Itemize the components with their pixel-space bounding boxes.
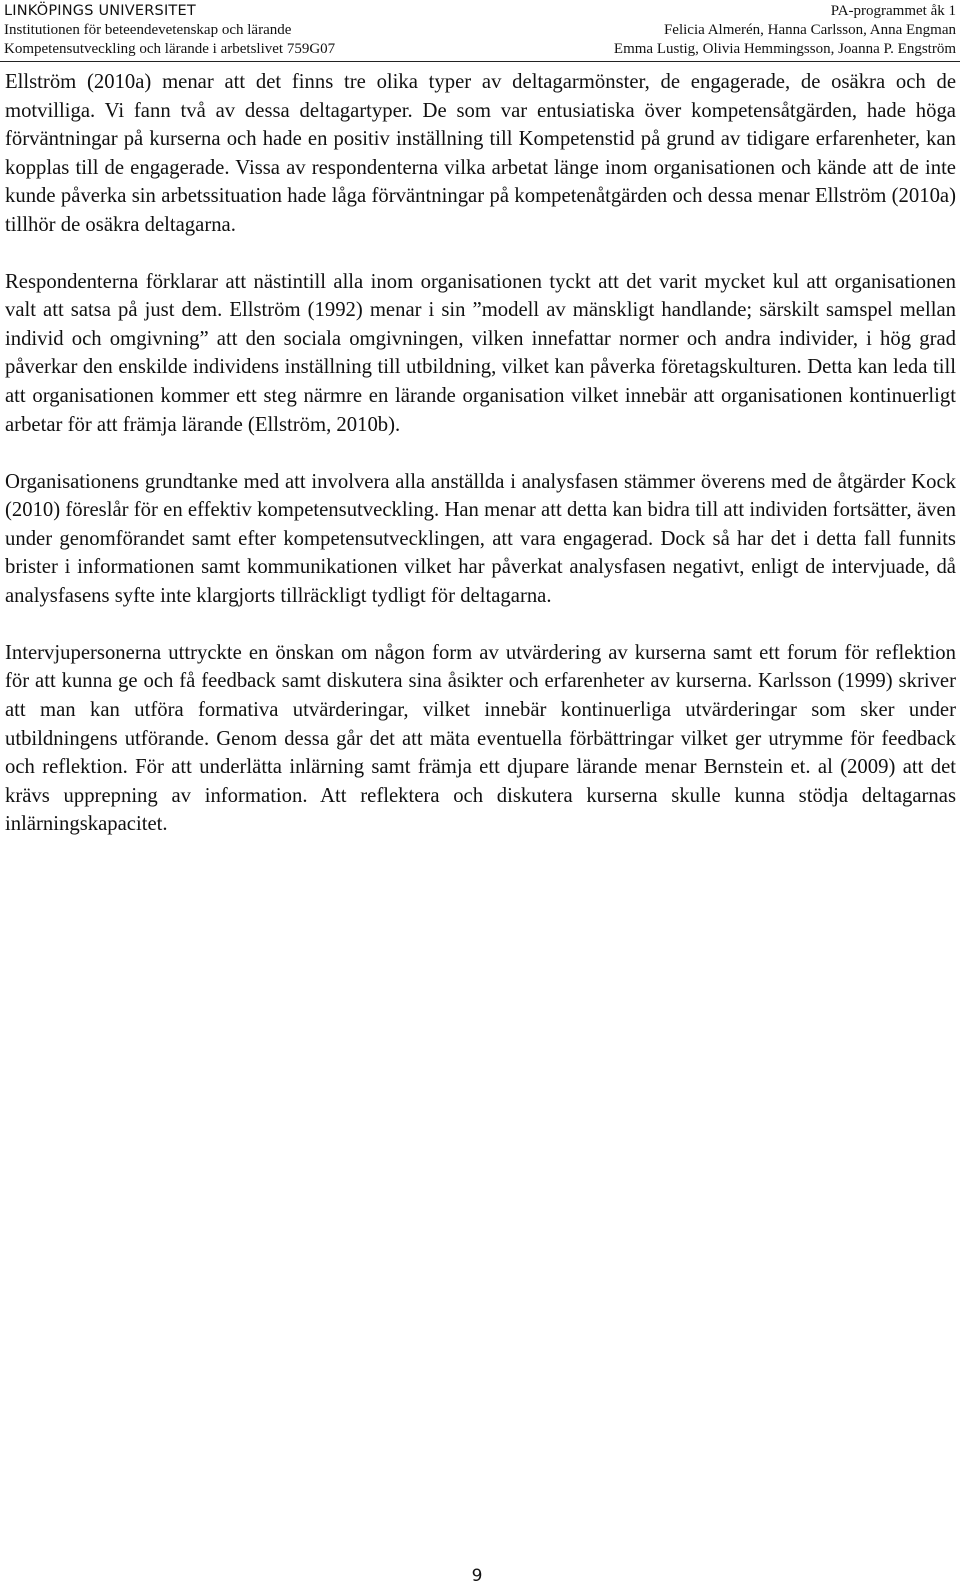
authors-line-1: Felicia Almerén, Hanna Carlsson, Anna Engman <box>663 22 956 38</box>
page-number: 9 <box>471 1566 483 1586</box>
department-name: Institutionen för beteendevetenskap och lärande <box>4 22 292 38</box>
university-name: LINKÖPINGS UNIVERSITET <box>4 3 196 19</box>
paragraph-participant-types: Ellström (2010a) menar att det finns tre olika typer av deltagarmönster, de engagerade, de osäkra och de motvilliga. Vi fann två av dessa deltagartyper. De som var entusiatiska över kompetensåtgärden, hade höga förväntningar på kurserna och hade en positiv inställning till Kompetenstid på grund av tidigare erfarenheter, kan kopplas till de engagerade. Vissa av respondenterna vilka arbetat länge inom organisationen och kände att de inte kunde påverka sin arbetssituation hade låga förväntningar på kompetenåtgärden och dessa menar Ellström (2010a) tillhör de osäkra deltagarna. <box>5 71 956 236</box>
paragraph-analysis-phase: Organisationens grundtanke med att involvera alla anställda i analysfasen stämmer överens med de åtgärder Kock (2010) föreslår för en effektiv kompetensutveckling. Han menar att detta kan bidra till att individen fortsätter, även under genomförandet samt efter kompetensutvecklingen, att vara engagerad. Dock så har det i detta fall funnits brister i informationen samt kommunikationen vilket har påverkat analysfasen negativt, enligt de intervjuade, då analysfasens syfte inte klargjorts tillräckligt tydligt för deltagarna. <box>5 470 956 607</box>
course-name: Kompetensutveckling och lärande i arbetslivet 759G07 <box>4 41 336 57</box>
paragraph-evaluation-wish: Intervjupersonerna uttryckte en önskan om någon form av utvärdering av kurserna samt ett forum för reflektion för att kunna ge och få feedback samt diskutera sina åsikter och erfarenheter av kurserna. Karlsson (1999) skriver att man kan utföra formativa utvärderingar, vilket innebär kontinuerliga utvärderingar som sker under utbildningens utförande. Genom dessa går det att mäta eventuella förbättringar vilket ger utrymme för feedback och reflektion. För att underlätta inlärning samt främja ett djupare lärande menar Bernstein et. al (2009) att det krävs upprepning av information. Att reflektera och diskutera kurserna skulle kunna stödja deltagarnas inlärningskapacitet. <box>5 641 956 836</box>
program-name: PA-programmet åk 1 <box>830 3 956 19</box>
document-body <box>5 68 956 867</box>
header-right <box>614 2 956 59</box>
authors-line-2: Emma Lustig, Olivia Hemmingsson, Joanna P. Engström <box>613 41 956 57</box>
header-left <box>4 2 335 59</box>
page-header <box>0 0 960 62</box>
paragraph-organisation-response: Respondenterna förklarar att nästintill alla inom organisationen tyckt att det varit mycket kul att organisationen valt att satsa på just dem. Ellström (1992) menar i sin ”modell av mänskligt handlande; särskilt samspel mellan individ och omgivning” att den sociala omgivningen, vilken innefattar normer och andra individer, i hög grad påverkar den enskilde individens inställning till utbildning, vilket kan påverka företagskulturen. Detta kan leda till att organisationen kommer ett steg närmre en lärande organisation vilket innebär att organisationen kontinuerligt arbetar för att främja lärande (Ellström, 2010b). <box>5 270 956 436</box>
